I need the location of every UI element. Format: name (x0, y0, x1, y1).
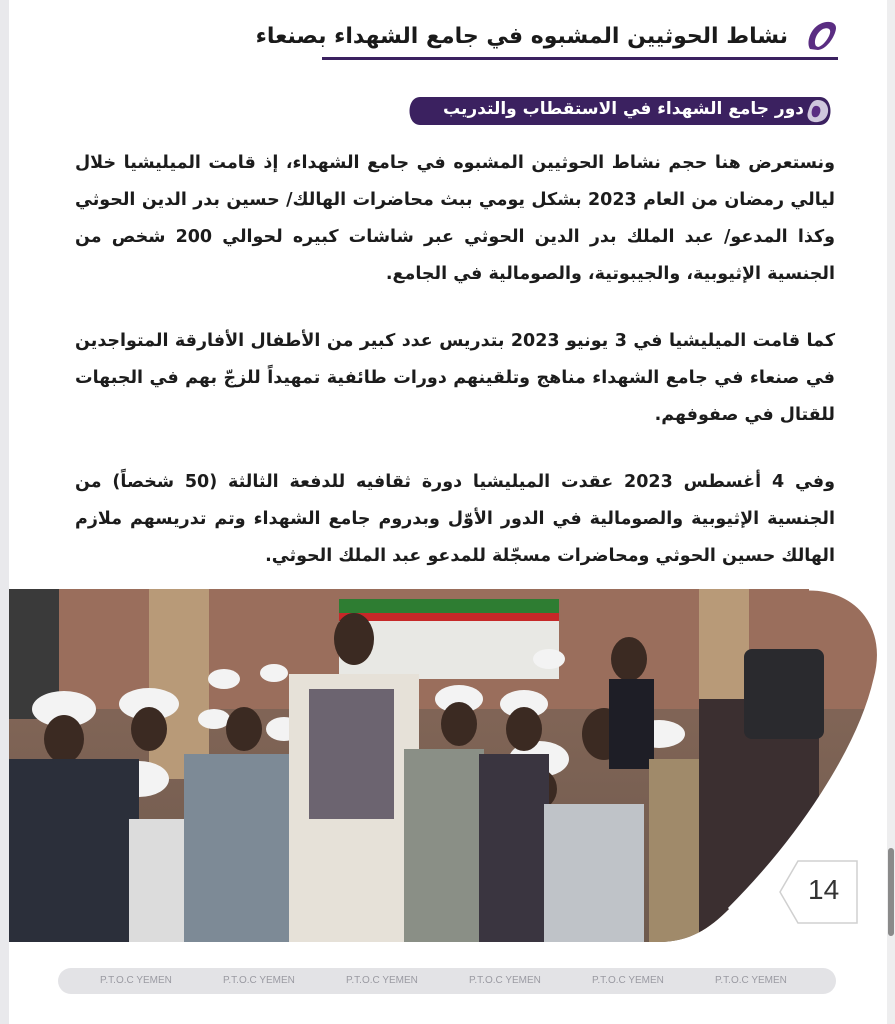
scrollbar-thumb[interactable] (888, 848, 894, 936)
footer-brand-4: P.T.O.C YEMEN (469, 975, 541, 986)
paragraph-1: ونستعرض هنا حجم نشاط الحوثيين المشبوه في جامع الشهداء، إذ قامت الميليشيا خلال ليالي رمضان من العام 2023 بشكل يومي ببث محاضرات الهالك/ حسين بدر الدين الحوثي وكذا المدعو/ عبد الملك بدر الدين الحوثي عبر شاشات كبيره لحوالي 200 شخص من الجنسية الإثيوبية، والجيبوتية، والصومالية في الجامع. (75, 153, 835, 284)
group-photo (9, 589, 880, 942)
paragraph-2: كما قامت الميليشيا في 3 يونيو 2023 بتدريس عدد كبير من الأطفال الأفارقة المتواجدين في صنعاء في جامع الشهداء مناهج وتلقينهم دورات طائفية تمهيداً للزجّ بهم في الجبهات للقتال في صفوفهم. (75, 331, 835, 425)
photo-illustration (9, 589, 880, 942)
header-underline (322, 57, 838, 60)
paragraph-3: وفي 4 أغسطس 2023 عقدت الميليشيا دورة ثقافيه للدفعة الثالثة (50 شخصاً) من الجنسية الإثيوبية والصومالية في الدور الأوّل وبدروم جامع الشهداء وتم تدريسهم ملازم الهالك حسين الحوثي ومحاضرات مسجّلة للمدعو عبد الملك الحوثي. (75, 472, 835, 566)
page-header (255, 14, 838, 62)
footer-brand-5: P.T.O.C YEMEN (592, 975, 664, 986)
page-number: 14 (808, 874, 840, 905)
header-pill-icon (804, 19, 838, 53)
footer-brand-2: P.T.O.C YEMEN (223, 975, 295, 986)
footer-brand-6: P.T.O.C YEMEN (715, 975, 787, 986)
left-frame (0, 0, 9, 1024)
footer-brand-3: P.T.O.C YEMEN (346, 975, 418, 986)
page-title: نشاط الحوثيين المشبوه في جامع الشهداء بصنعاء (255, 24, 788, 49)
article-body (75, 145, 835, 605)
section-heading (406, 96, 834, 126)
footer-brand-1: P.T.O.C YEMEN (100, 975, 172, 986)
section-title: دور جامع الشهداء في الاستقطاب والتدريب (443, 99, 804, 119)
scrollbar-track[interactable] (887, 0, 895, 1024)
